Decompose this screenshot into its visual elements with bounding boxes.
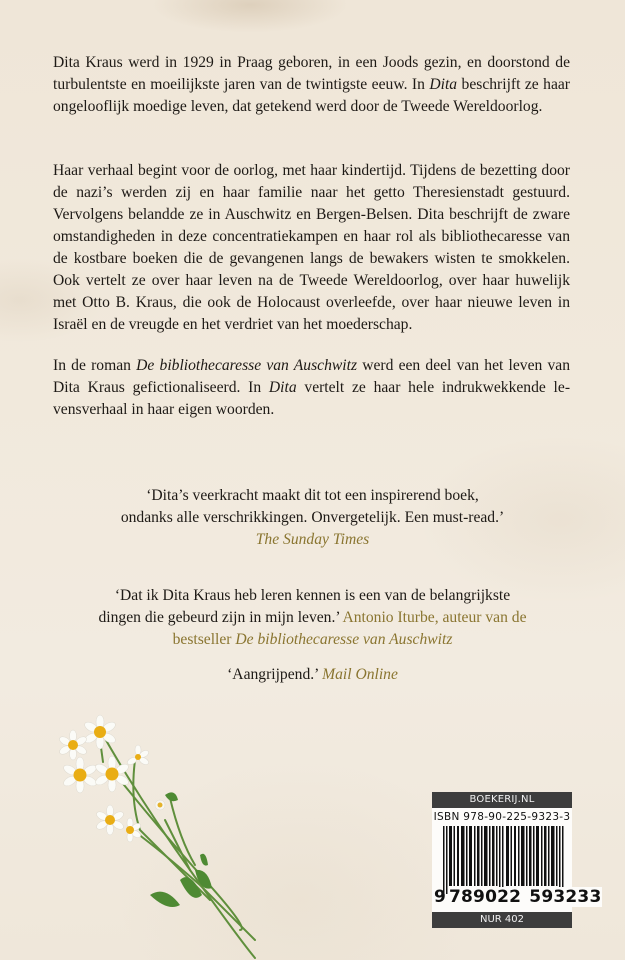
blurb-text: vertelt ze haar hele indrukwekkende levensverhaal in haar eigen woorden. <box>53 379 571 418</box>
nur-band: NUR 402 <box>432 912 572 928</box>
publisher-band: BOEKERIJ.NL <box>432 792 572 808</box>
quote-line: ‘Dita’s veerkracht maakt dit tot een inspirerend boek, <box>146 487 479 504</box>
review-quote-mail-online <box>40 664 585 686</box>
barcode-digit-group-1: 789022 <box>449 887 522 907</box>
quote-source: Antonio Iturbe, auteur van de <box>339 609 527 626</box>
blurb-text: Haar verhaal begint voor de oorlog, met haar kindertijd. Tijdens de bezetting door de nazi’s werden zij en haar familie naar het getto Theresienstadt gestuurd. Vervolgens belandde ze in Auschwitz en Bergen-Belsen. Dita beschrijft de zware omstandigheden in deze concentratiekampen en haar rol als bibliothecaresse van de kostbare boeken die de gevangenen langs de bewakers wisten te smokkelen. Ook vertelt ze over haar leven na de Tweede Wereldoorlog, over haar huwelijk met Otto B. Kraus, die ook de Holocaust overleefde, over haar nieuwe leven in Israël en de vreugde en het verdriet van het moederschap. <box>53 162 570 333</box>
book-title-italic: Dita <box>429 76 458 93</box>
quote-line: ondanks alle verschrikkingen. Onvergetelijk. Een must-read.’ <box>120 509 505 526</box>
book-title-italic: Dita <box>268 379 297 396</box>
quote-line: ‘Dat ik Dita Kraus heb leren kennen is een van de belangrijkste <box>114 587 511 604</box>
blurb-paragraph-2 <box>53 160 570 336</box>
barcode-digit-group-2: 593233 <box>529 887 602 907</box>
barcode-digits <box>434 887 602 907</box>
novel-title-italic: De bibliothecaresse van Auschwitz <box>136 357 358 374</box>
quote-source: Mail Online <box>322 666 398 683</box>
barcode-digit-first: 9 <box>434 887 447 907</box>
quote-source: The Sunday Times <box>255 531 370 548</box>
blurb-paragraph-3 <box>53 355 570 421</box>
isbn-label: ISBN 978-90-225-9323-3 <box>433 811 571 823</box>
blurb-paragraph-1 <box>53 52 570 118</box>
blurb-text: Dita Kraus werd in 1929 in Praag geboren, in een Joods gezin, en doorstond de turbulentste en moeilijkste jaren van de twintigste eeuw. In <box>53 54 570 93</box>
barcode-icon <box>443 826 567 894</box>
review-quote-antonio-iturbe <box>40 585 585 651</box>
quote-source-title: De bibliothecaresse van Auschwitz <box>235 631 453 648</box>
blurb-text: beschrijft ze haar ongelooflijk moedige leven, dat getekend werd door de Tweede Wereldoorlog. <box>53 76 571 115</box>
review-quote-sunday-times <box>40 485 585 551</box>
blurb-text: werd een deel van het leven van Dita Kraus gefictionaliseerd. In <box>53 357 571 396</box>
blurb-text: In de roman <box>53 357 137 374</box>
quote-line: dingen die gebeurd zijn in mijn leven.’ <box>98 609 340 626</box>
quote-source: bestseller <box>172 631 236 648</box>
barcode-block <box>432 792 602 928</box>
chamomile-flowers-illustration <box>40 700 300 960</box>
quote-line: ‘Aangrijpend.’ <box>227 666 319 683</box>
